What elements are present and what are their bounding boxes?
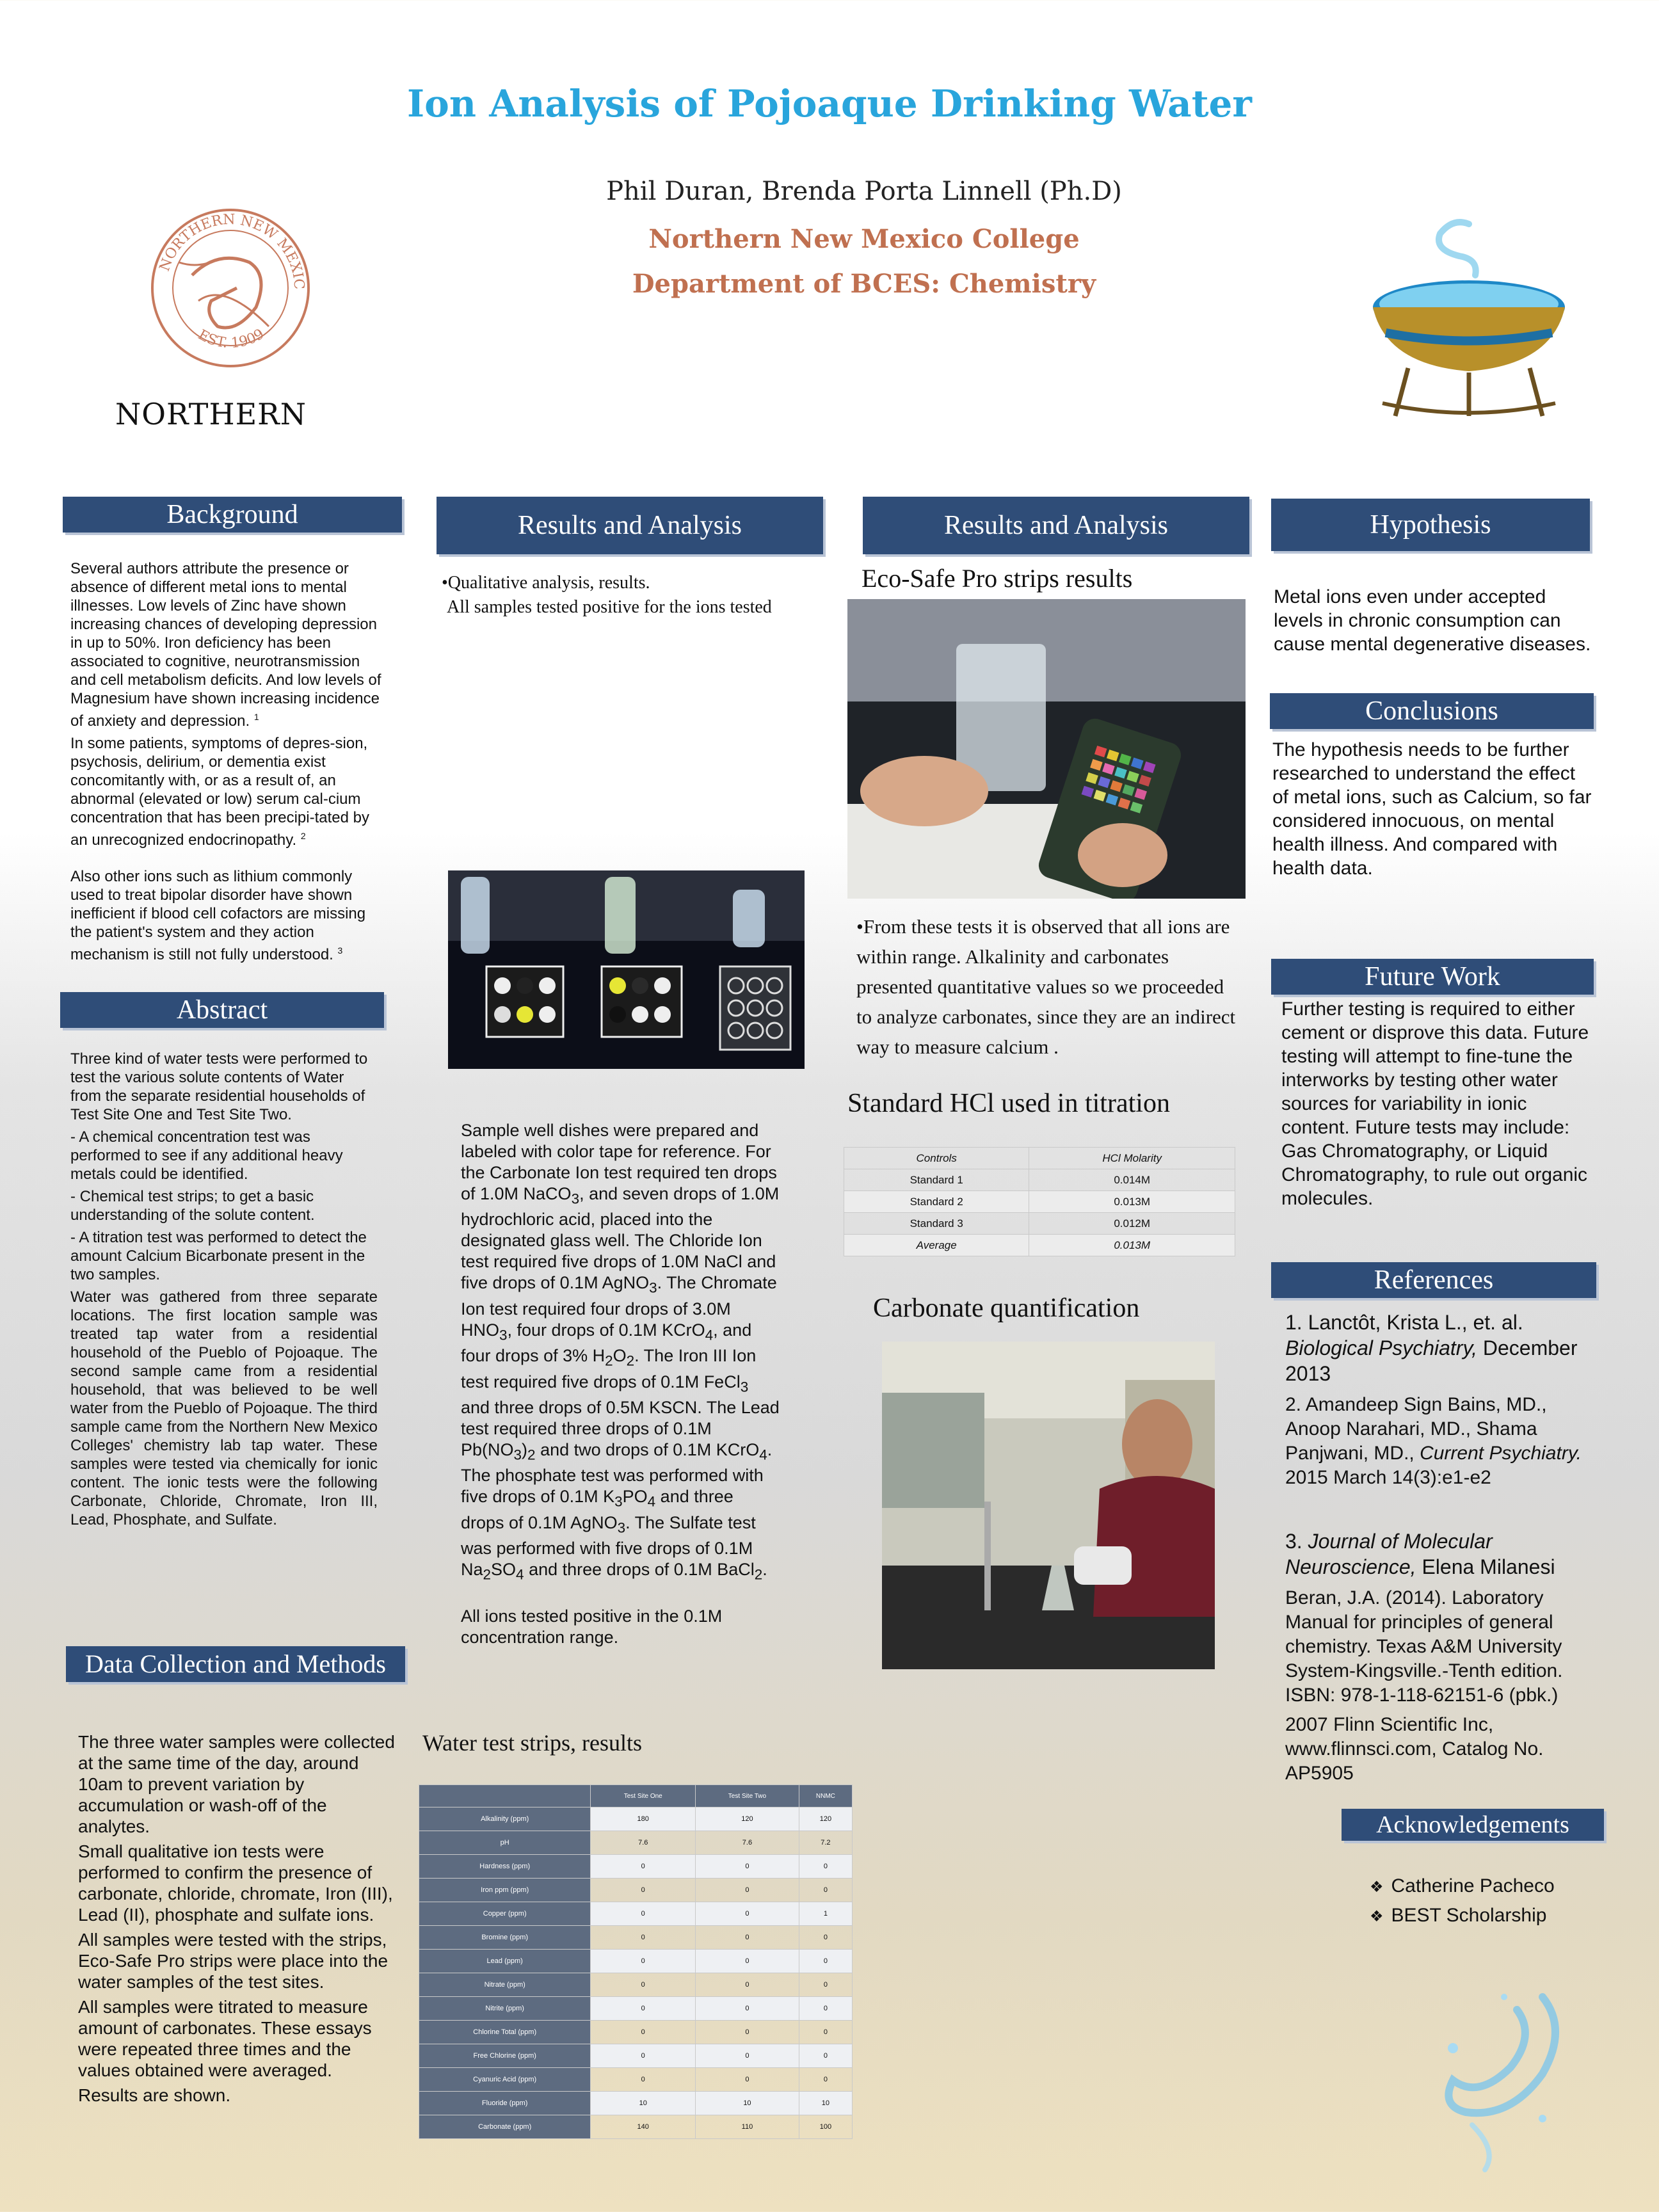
table-cell: 0 — [696, 1950, 799, 1973]
table-row — [844, 1213, 1235, 1235]
institution: Northern New Mexico College — [648, 224, 1080, 254]
methods-header: Data Collection and Methods — [66, 1646, 405, 1682]
college-seal-logo — [141, 198, 320, 384]
table-cell: 0 — [591, 2068, 696, 2092]
table-cell: 0.013M — [1029, 1235, 1235, 1256]
table-cell: Alkalinity (ppm) — [419, 1807, 591, 1831]
table-cell: 0 — [591, 1997, 696, 2021]
table-cell: Average — [844, 1235, 1029, 1256]
svg-text:NORTHERN NEW MEXICO COLLEGE: NORTHERN NEW MEXIC — [156, 211, 307, 290]
conclusions-header: Conclusions — [1270, 693, 1594, 729]
authors: Phil Duran, Brenda Porta Linnell (Ph.D) — [606, 177, 1122, 206]
table-cell: 0 — [591, 1855, 696, 1879]
ack-item: ❖ Catherine Pacheco — [1370, 1875, 1555, 1896]
table-cell: Cyanuric Acid (ppm) — [419, 2068, 591, 2092]
results-header-1: Results and Analysis — [437, 497, 823, 554]
table-cell: 0 — [591, 1973, 696, 1997]
table-cell: 0 — [591, 2021, 696, 2044]
table-header-cell: Controls — [844, 1148, 1029, 1169]
abstract-header: Abstract — [60, 992, 384, 1028]
table-cell: 0 — [799, 2021, 852, 2044]
titration-lab-photo — [882, 1342, 1215, 1669]
table-cell: 0 — [799, 2044, 852, 2068]
table-cell: 120 — [696, 1807, 799, 1831]
table-row — [419, 1902, 853, 1926]
table-cell: 0 — [799, 1950, 852, 1973]
sample-wells-photo — [448, 870, 805, 1069]
table-cell: 140 — [591, 2115, 696, 2139]
abstract-text: Three kind of water tests were performed to test the various solute contents of Water from the separate residential households of Test Site One and Test Site Two. - A chemical concentration test was performed to see if any additional heavy metals could be identified. - Chemical test strips; to get a basic understanding of the solute content. - A titration test was performed to detect the amount Calcium Bicarbonate present in the two samples. Water was gathered from three separate locations. The first location sample was treated tap water from a residential household of the Pueblo of Pojoaque. The second sample came from a residential household, that was believed to be well water from the Pueblo of Pojoaque. The third sample came from the Northern New Mexico Colleges' chemistry lab tap water. These samples were tested via chemically for ionic content. The ionic tests were the following Carbonate, Chloride, Chromate, Iron III, Lead, Phosphate, and Sulfate. — [70, 1050, 378, 1528]
table-cell: 0.012M — [1029, 1213, 1235, 1235]
table-row — [419, 1973, 853, 1997]
ack-item: ❖ BEST Scholarship — [1370, 1905, 1547, 1926]
table-cell: Chlorine Total (ppm) — [419, 2021, 591, 2044]
table-row — [419, 2068, 853, 2092]
hypothesis-header: Hypothesis — [1271, 499, 1590, 551]
table-cell: 100 — [799, 2115, 852, 2139]
table-cell: Bromine (ppm) — [419, 1926, 591, 1950]
table-cell: 0 — [591, 1926, 696, 1950]
table-cell: 0 — [696, 2021, 799, 2044]
table-header-cell: HCl Molarity — [1029, 1148, 1235, 1169]
methods-text: The three water samples were collected at the same time of the day, around 10am to prevent variation by accumulation or wash-off of the analytes. Small qualitative ion tests were performed to confirm the presence of carbonate, chloride, chromate, Iron (III), Lead (II), phosphate and sulfate ions. All samples were tested with the strips, Eco-Safe Pro strips were place into the water samples of the test sites. All samples were titrated to measure amount of carbonates. These essays were repeated three times and the values obtained were averaged. Results are shown. — [78, 1732, 395, 2105]
carbonate-title: Carbonate quantification — [873, 1294, 1140, 1323]
table-cell: 0 — [696, 1902, 799, 1926]
table-cell: 0 — [696, 1855, 799, 1879]
table-header-cell: Test Site Two — [696, 1785, 799, 1807]
diamond-bullet-icon: ❖ — [1370, 1908, 1384, 1925]
table-row — [419, 2021, 853, 2044]
northern-wordmark: NORTHERN — [115, 397, 307, 431]
table-cell: 110 — [696, 2115, 799, 2139]
table-cell: Nitrite (ppm) — [419, 1997, 591, 2021]
table-row — [419, 1879, 853, 1902]
table-cell: 0 — [799, 1973, 852, 1997]
table-row — [419, 1926, 853, 1950]
table-header-cell: NNMC — [799, 1785, 852, 1807]
table-header-cell: Test Site One — [591, 1785, 696, 1807]
hcl-table-title: Standard HCl used in titration — [847, 1089, 1170, 1118]
references-header: References — [1271, 1262, 1596, 1298]
svg-text:EST. 1909: EST. 1909 — [195, 326, 268, 352]
table-cell: pH — [419, 1831, 591, 1855]
procedure-text: Sample well dishes were prepared and labeled with color tape for reference. For the Carbonate Ion test required ten drops of 1.0M NaCO$_3$, and seven drops of 1.0M hydrochloric acid, placed into the designated glass well. The Chloride Ion test required five drops of 1.0M NaCl and five drops of 0.1M AgNO$_3$. The Chromate Ion test required four drops of 3.0M $HNO_3$, four drops of 0.1M KCrO$_4$, and four drops of 3% $H_2O_2$. The Iron III Ion test required five drops of 0.1M FeCl$_3$ and three drops of 0.5M KSCN. The Lead test required three drops of 0.1M $Pb(NO_3)_2$ and two drops of 0.1M KCrO$_4$. The phosphate test was performed with five drops of 0.1M $K_3PO_4$ and three drops of 0.1M AgNO$_3$. The Sulfate test was performed with five drops of 0.1M $Na_2SO_4$ and three drops of 0.1M BaCl$_2$. All ions tested positive in the 0.1M concentration range. — [461, 1121, 780, 1647]
table-cell: Hardness (ppm) — [419, 1855, 591, 1879]
future-work-text: Further testing is required to either cement or disprove this data. Future testing will attempt to fine-tune the interworks by testing other water sources for variability in ionic content. Future tests may include: Gas Chromatography, or Liquid Chromatography, to rule out organic molecules. — [1281, 998, 1589, 1209]
table-cell: Standard 3 — [844, 1213, 1029, 1235]
qualitative-intro: •Qualitative analysis, results. All samples tested positive for the ions tested — [442, 573, 772, 617]
table-cell: 0 — [799, 1879, 852, 1902]
table-row — [419, 1831, 853, 1855]
hypothesis-text: Metal ions even under accepted levels in chronic consumption can cause mental degenerative diseases. — [1274, 586, 1591, 655]
future-work-header: Future Work — [1271, 959, 1594, 995]
table-cell: 0 — [696, 2068, 799, 2092]
table-cell: Free Chlorine (ppm) — [419, 2044, 591, 2068]
table-cell: Standard 2 — [844, 1191, 1029, 1213]
table-cell: Lead (ppm) — [419, 1950, 591, 1973]
table-row — [419, 2044, 853, 2068]
table-cell: Copper (ppm) — [419, 1902, 591, 1926]
table-cell: 0 — [591, 1950, 696, 1973]
background-text: Several authors attribute the presence or absence of different metal ions to mental illnesses. Low levels of Zinc have shown increasing chances of developing depression in up to 50%. Iron deficiency has been associated to cognitive, neurotransmission and cell metabolism deficits. And low levels of Magnesium have shown increasing incidence of anxiety and depression. $^1$ In some patients, symptoms of depres-sion, psychosis, delirium, or dementia exist concomitantly with, or as a result of, an abnormal (elevated or low) serum cal-cium concentration that has been precipi-tated by an unrecognized endocrinopathy. $^2$ Also other ions such as lithium commonly used to treat bipolar disorder have shown inefficient if blood cell cofactors are missing the patient's system and they action mechanism is still not fully understood. $^3$ — [70, 560, 381, 963]
water-bowl-image — [1357, 211, 1581, 422]
table-cell: 1 — [799, 1902, 852, 1926]
table-cell: 0 — [696, 1997, 799, 2021]
table-cell: 120 — [799, 1807, 852, 1831]
table-cell: Fluoride (ppm) — [419, 2092, 591, 2115]
table-cell: 180 — [591, 1807, 696, 1831]
table-cell: 0 — [696, 1879, 799, 1902]
diamond-bullet-icon: ❖ — [1370, 1879, 1384, 1896]
table-cell: Carbonate (ppm) — [419, 2115, 591, 2139]
table-cell: 0.013M — [1029, 1191, 1235, 1213]
acknowledgements-list — [1370, 1872, 1555, 1931]
table-cell: 0 — [696, 1926, 799, 1950]
table-cell: 10 — [591, 2092, 696, 2115]
table-row — [844, 1191, 1235, 1213]
results-header-2: Results and Analysis — [863, 497, 1249, 554]
table-cell: 10 — [799, 2092, 852, 2115]
hcl-table — [844, 1147, 1235, 1256]
table-cell: 7.6 — [696, 1831, 799, 1855]
poster-title: Ion Analysis of Pojoaque Drinking Water — [407, 82, 1252, 125]
conclusions-text: The hypothesis needs to be further researched to understand the effect of metal ions, such as Calcium, so far considered innocuous, on mental health illness. And compared with health data. — [1272, 739, 1592, 879]
table-cell: 0 — [591, 1902, 696, 1926]
table-cell: 0.014M — [1029, 1169, 1235, 1191]
water-test-table — [419, 1784, 853, 2139]
table-header-cell — [419, 1785, 591, 1807]
table-cell: Standard 1 — [844, 1169, 1029, 1191]
table-row — [419, 1855, 853, 1879]
table-row — [419, 2092, 853, 2115]
test-strip-photo — [847, 599, 1246, 899]
table-cell: 0 — [799, 2068, 852, 2092]
table-cell: 0 — [591, 2044, 696, 2068]
table-cell: 0 — [696, 1973, 799, 1997]
acknowledgements-header: Acknowledgements — [1342, 1809, 1604, 1841]
table-cell: 7.2 — [799, 1831, 852, 1855]
strips-caption: Eco-Safe Pro strips results — [862, 564, 1133, 593]
table-row — [419, 1950, 853, 1973]
table-cell: 0 — [799, 1855, 852, 1879]
table-cell: 0 — [799, 1926, 852, 1950]
department: Department of BCES: Chemistry — [632, 269, 1096, 299]
table-row — [844, 1169, 1235, 1191]
table-row — [844, 1235, 1235, 1256]
table-cell: 7.6 — [591, 1831, 696, 1855]
strips-table-title: Water test strips, results — [422, 1730, 643, 1756]
table-cell: 0 — [799, 1997, 852, 2021]
table-cell: Nitrate (ppm) — [419, 1973, 591, 1997]
table-cell: 0 — [591, 1879, 696, 1902]
table-row — [419, 1997, 853, 2021]
background-header: Background — [63, 497, 402, 533]
table-row — [419, 2115, 853, 2139]
references-list: 1. Lanctôt, Krista L., et. al. Biological Psychiatry, December 2013 2. Amandeep Sign Bains, MD., Anoop Narahari, MD., Shama Panjwani, MD., Current Psychiatry. 2015 March 14(3):e1-e2 3. Journal of Molecular Neuroscience, Elena Milanesi Beran, J.A. (2014). Laboratory Manual for principles of general chemistry. Texas A&M University System-Kingsville.-Tenth edition. ISBN: 978-1-118-62151-6 (pbk.) 2007 Flinn Scientific Inc, www.flinnsci.com, Catalog No. AP5905 — [1285, 1311, 1582, 1784]
table-row — [419, 1807, 853, 1831]
table-cell: 0 — [696, 2044, 799, 2068]
table-cell: 10 — [696, 2092, 799, 2115]
water-splash-image — [1415, 1971, 1581, 2176]
table-cell: Iron ppm (ppm) — [419, 1879, 591, 1902]
observation-text: •From these tests it is observed that all ions are within range. Alkalinity and carbonates presented quantitative values so we proceeded to analyze carbonates, since they are an indirect way to measure calcium . — [856, 915, 1236, 1058]
